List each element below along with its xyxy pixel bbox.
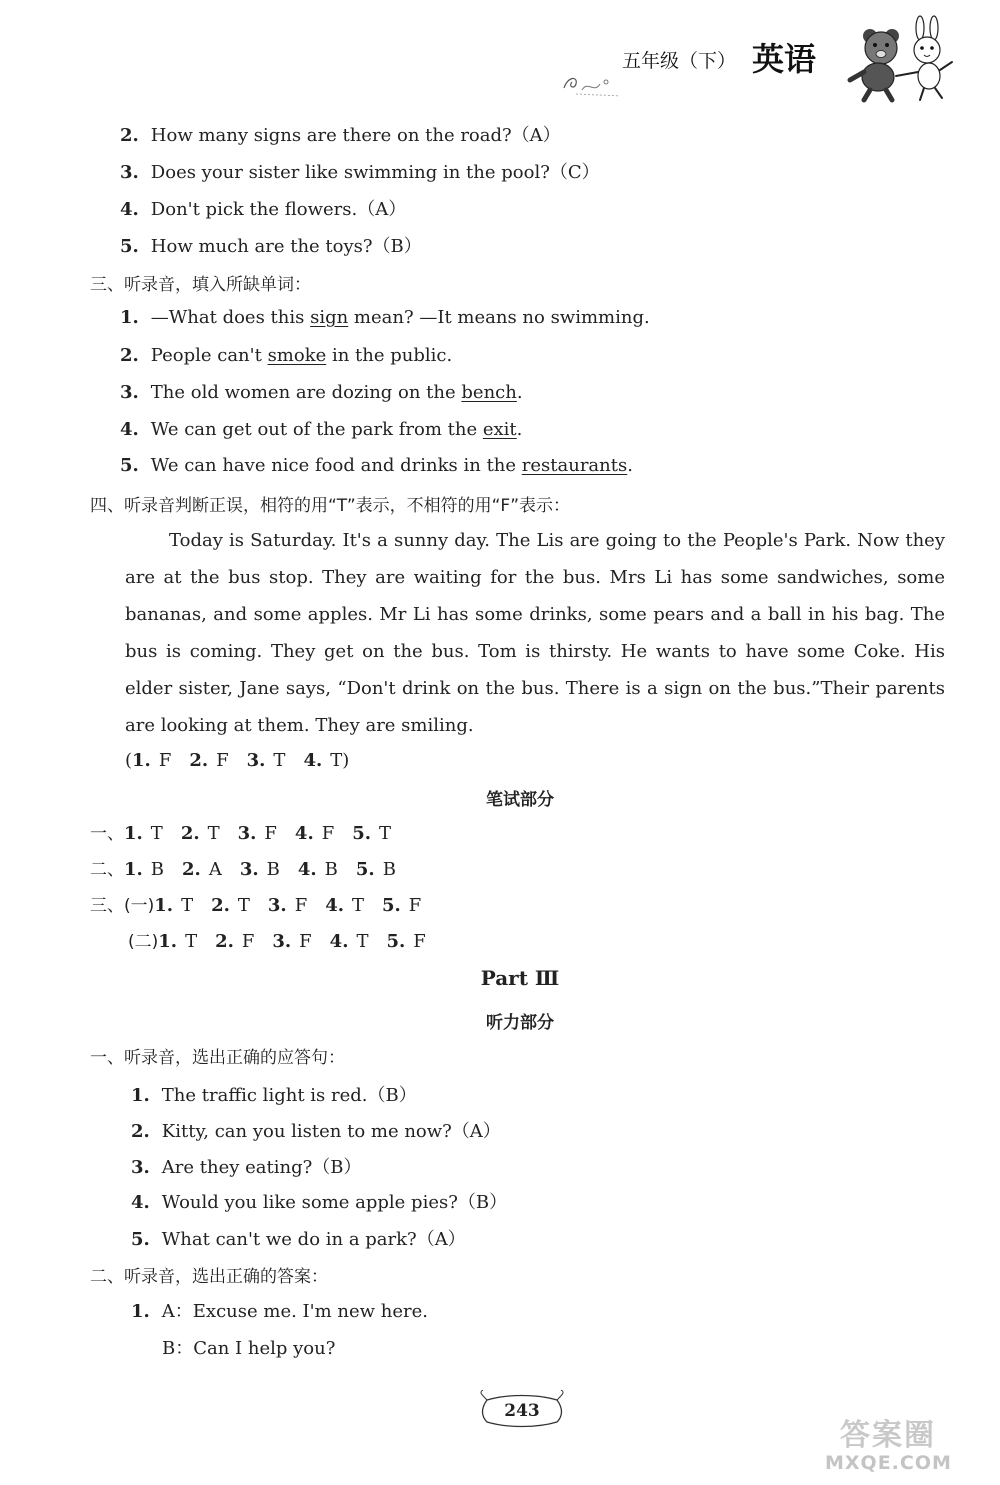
listening-section-title: 听力部分 — [486, 1013, 554, 1033]
list-item: 4. Would you like some apple pies?（B） — [131, 1192, 508, 1213]
answer-row: 二、1. B 2. A 3. B 4. B 5. B — [90, 859, 396, 880]
answer-row: 三、(一)1. T 2. T 3. F 4. T 5. F — [90, 895, 422, 916]
list-item: 5. How much are the toys?（B） — [120, 236, 422, 257]
section-heading: 一、听录音，选出正确的应答句： — [90, 1048, 345, 1068]
list-item: 2. How many signs are there on the road?（A） — [120, 125, 561, 146]
answer-row: (1. F 2. F 3. T 4. T) — [125, 750, 350, 771]
part-title: Part Ⅲ — [480, 966, 560, 990]
page-number: 243 — [477, 1390, 567, 1430]
answer-row: 一、1. T 2. T 3. F 4. F 5. T — [90, 823, 392, 844]
list-item: 5. We can have nice food and drinks in the restaurants. — [120, 455, 633, 476]
list-item: 1. The traffic light is red.（B） — [131, 1085, 417, 1106]
list-item: 2. People can't smoke in the public. — [120, 345, 453, 366]
bear-and-rabbit-mascot-icon — [840, 14, 960, 104]
list-item: 1. —What does this sign mean? —It means no swimming. — [120, 307, 650, 328]
written-section-title: 笔试部分 — [486, 790, 554, 810]
section-heading: 四、听录音判断正误，相符的用“T”表示，不相符的用“F”表示： — [90, 496, 571, 516]
answer-row: (二)1. T 2. F 3. F 4. T 5. F — [128, 931, 426, 952]
answer-word: bench — [461, 382, 517, 403]
list-item: 5. What can't we do in a park?（A） — [131, 1229, 466, 1250]
section-heading: 三、听录音，填入所缺单词： — [90, 275, 311, 295]
list-item: 4. We can get out of the park from the exit. — [120, 419, 523, 440]
list-item: 3. Are they eating?（B） — [131, 1157, 362, 1178]
passage: Today is Saturday. It's a sunny day. The Lis are going to the People's Park. Now they are at the bus stop. They are waiting for the bus. Mrs Li has some sandwiches, some bananas, and some apples. Mr Li has some drinks, some pears and a ball in his bag. The bus is coming. They get on the bus. Tom is thirsty. He wants to have some Coke. His elder sister, Jane says, “Don't drink on the bus. There is a sign on the bus.”Their parents are looking at them. They are smiling. — [125, 530, 945, 736]
list-item: 1. A：Excuse me. I'm new here. — [131, 1301, 428, 1322]
list-item: B：Can I help you? — [162, 1338, 336, 1359]
list-item: 3. The old women are dozing on the bench. — [120, 382, 523, 403]
page-header — [560, 30, 980, 100]
answer-word: restaurants — [521, 455, 628, 476]
answer-word: exit — [482, 419, 517, 440]
watermark: 答案圈 MXQE.COM — [825, 1418, 952, 1474]
answer-word: smoke — [267, 345, 327, 366]
section-heading: 二、听录音，选出正确的答案： — [90, 1267, 328, 1287]
answer-word: sign — [310, 307, 349, 328]
list-item: 2. Kitty, can you listen to me now?（A） — [131, 1121, 501, 1142]
swirl-decoration-icon — [560, 68, 620, 98]
grade-label: 五年级（下） — [622, 50, 737, 72]
list-item: 3. Does your sister like swimming in the pool?（C） — [120, 162, 600, 183]
list-item: 4. Don't pick the flowers.（A） — [120, 199, 407, 220]
subject-title: 英语 — [752, 40, 817, 78]
